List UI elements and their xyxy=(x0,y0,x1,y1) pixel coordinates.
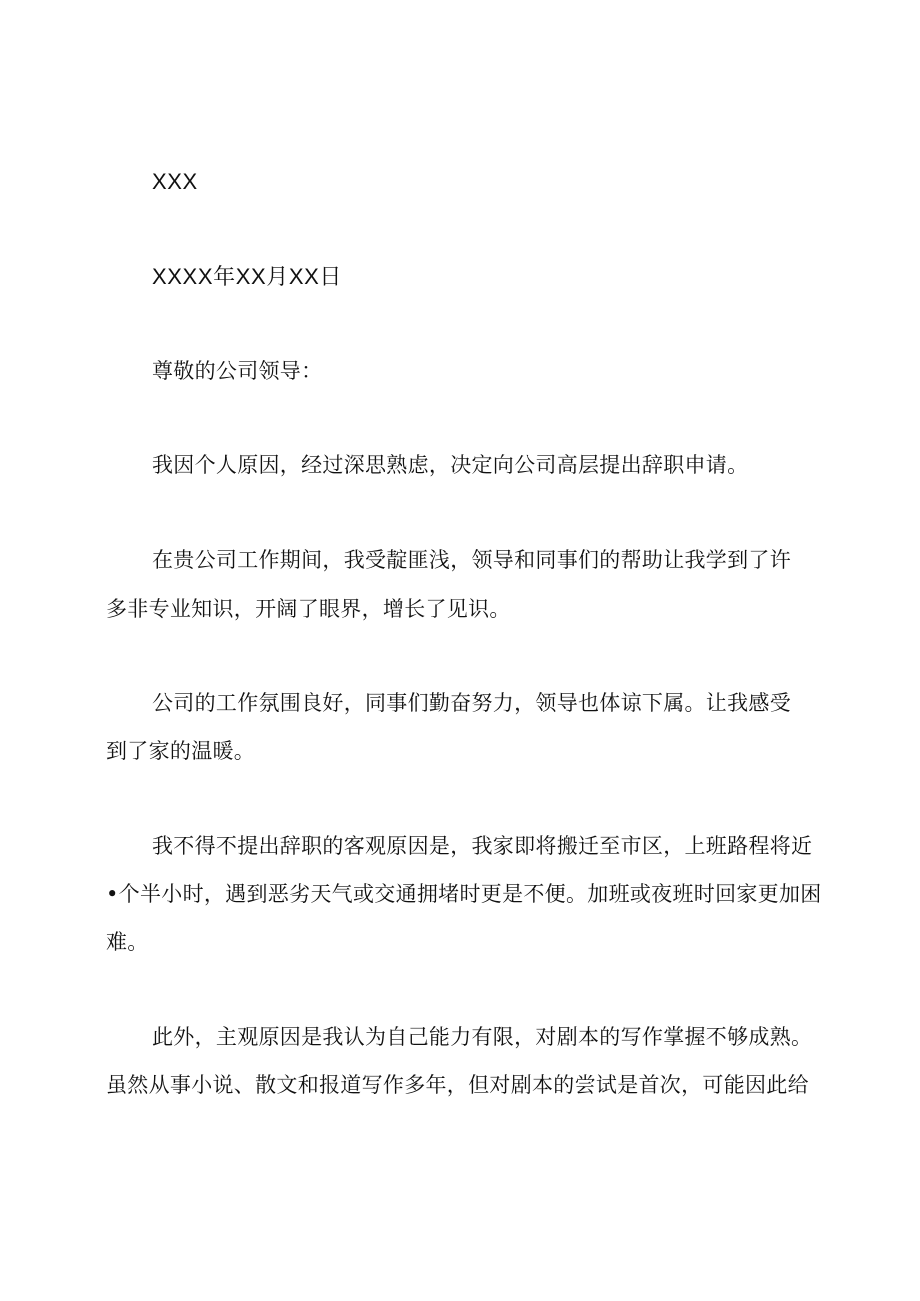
paragraph-line: 难。 xyxy=(106,930,149,954)
paragraph-line: 公司的工作氛围良好，同事们勤奋努力，领导也体谅下属。让我感受 xyxy=(152,691,791,715)
paragraph-line: 虽然从事小说、散文和报道写作多年，但对剧本的尝试是首次，可能因此给 xyxy=(106,1073,809,1097)
paragraph-line: 到了家的温暖。 xyxy=(106,739,256,763)
sender-name: XXX xyxy=(152,169,198,194)
salutation: 尊敬的公司领导： xyxy=(152,359,323,383)
paragraph-line: 我不得不提出辞职的客观原因是，我家即将搬迁至市区，上班路程将近 xyxy=(152,834,813,858)
paragraph-line: 我因个人原因，经过深思熟虑，决定向公司高层提出辞职申请。 xyxy=(152,453,749,477)
paragraph-line: 此外，主观原因是我认为自己能力有限，对剧本的写作掌握不够成熟。 xyxy=(152,1025,813,1049)
paragraph-line: •个半小时，遇到恶劣天气或交通拥堵时更是不便。加班或夜班时回家更加困 xyxy=(106,882,822,906)
paragraph-line: 在贵公司工作期间，我受靛匪浅，领导和同事们的帮助让我学到了许 xyxy=(152,548,791,572)
letter-date: XXXX年XX月XX日 xyxy=(152,264,342,289)
paragraph-line: 多非专业知识，开阔了眼界，增长了见识。 xyxy=(106,597,511,621)
